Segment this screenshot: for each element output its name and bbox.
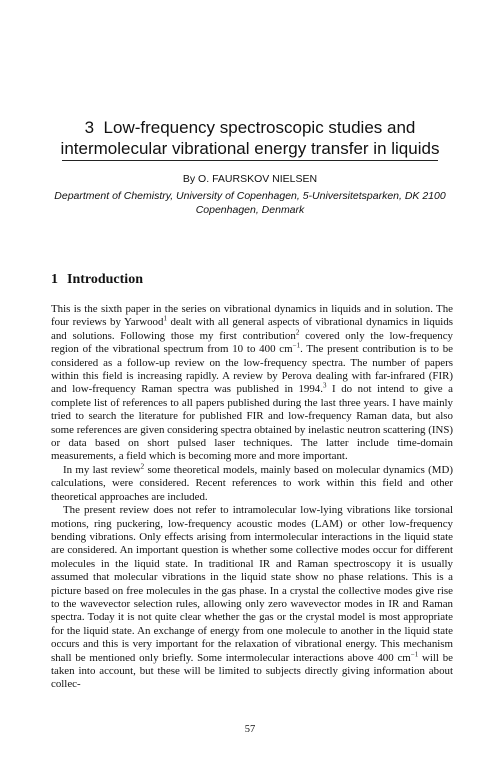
section-title: Introduction [67,272,143,287]
paragraph-3 [51,504,453,692]
affiliation-line-2: Copenhagen, Denmark [195,204,305,216]
reference-superscript: 2 [295,328,300,337]
text-run: . The present contribution is to be considered as a follow-up review on the low-frequency spectra. The number of papers within this field is increasing rapidly. A review by Perova dealing with far-infrared (FIR) and low-frequency Raman spectra was published in 1994. [51,343,453,396]
text-run: The present review does not refer to intramolecular low-lying vibrations like torsional motions, ring puckering, low-frequency acoustic modes (LAM) or other low-frequency bending vibrations. Only effects arising from intermolecular interactions in the liquid state are considered. An important question is whether some collective modes occur for different molecules in the liquid state. In traditional IR and Raman spectroscopy it is usually assumed that molecular vibrations in the liquid state show no phase relations. This is a picture based on free molecules in the gas phase. In a crystal the collective modes give rise to the wavevector selection rules, allowing only zero wavevector modes in IR and Raman spectra. Today it is not quite clear whether the gas or the crystal model is most appropriate for the liquid state. An exchange of energy from one molecule to another in the liquid state occurs and this is very important for the relaxation of vibrational energy. This mechanism shall be mentioned only briefly. Some intermolecular interactions above 400 cm [51,504,453,664]
chapter-title [40,117,460,159]
section-heading [51,272,143,288]
page-number: 57 [244,724,256,735]
reference-superscript: 3 [322,381,327,390]
chapter-number: 3 [84,118,95,137]
unit-superscript: −1 [292,341,301,350]
reference-superscript: 2 [140,462,145,471]
unit-superscript: −1 [410,649,419,658]
section-number: 1 [51,272,58,287]
author-line: By O. FAURSKOV NIELSEN [182,173,318,185]
text-run: covered only the low-frequency region of the vibrational spectrum from 10 to 400 cm [51,329,453,356]
title-rule [62,160,438,161]
affiliation-line-1: Department of Chemistry, University of Copenhagen, 5-Universitetsparken, DK 2100 [54,190,446,202]
text-run: In my last review [63,463,141,476]
text-run: dealt with all general aspects of vibrational dynamics in liquids and solutions. Following those my first contribution [51,316,453,342]
paragraph-2 [51,464,453,504]
chapter-title-text: Low-frequency spectroscopic studies and intermolecular vibrational energy transfer in liquids [60,118,440,158]
text-run: will be taken into account, but these will be limited to subjects directly giving information about collec- [51,651,453,691]
text-run: some theoretical models, mainly based on molecular dynamics (MD) calculations, were considered. Recent references to work within this field and other theoretical approaches are included. [51,463,453,503]
body-text [51,303,453,692]
affiliation [30,189,470,217]
paragraph-1 [51,303,453,464]
text-run: I do not intend to give a complete list of references to all papers published during the last three years. I have mainly tried to search the literature for published FIR and low-frequency Raman data, but also some references are given considering spectra obtained by inelastic neutron scattering (INS) or data based on short pulsed laser techniques. The latter include time-domain measurements, a field which is becoming more and more important. [51,383,453,463]
reference-superscript: 1 [163,314,167,323]
text-run: This is the sixth paper in the series on vibrational dynamics in liquids and in solution. The four reviews by Yarwood [51,303,453,329]
